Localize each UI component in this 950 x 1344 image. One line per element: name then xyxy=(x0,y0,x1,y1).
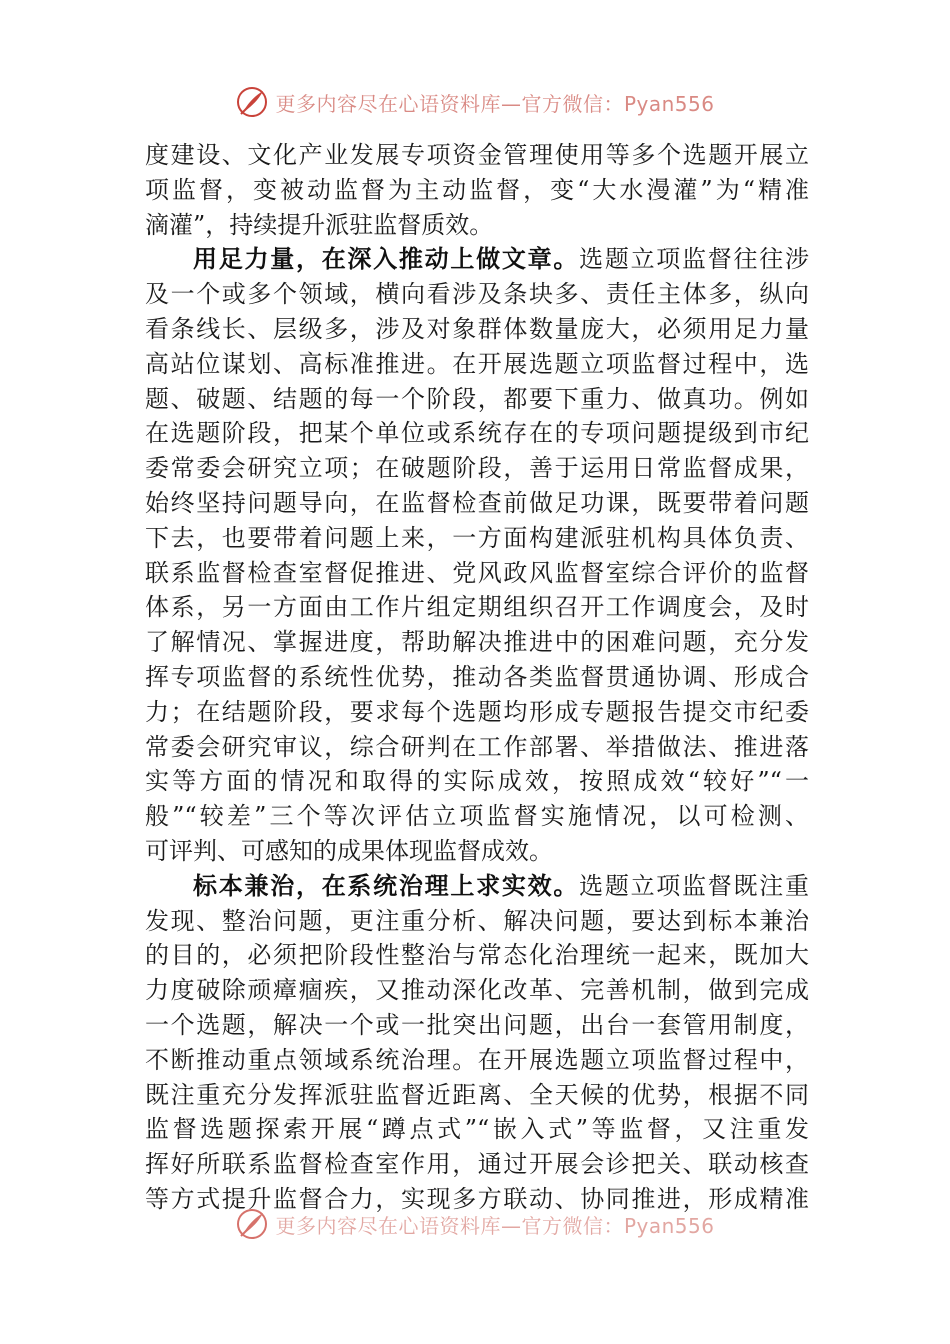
text-line: 般”“较差”三个等次评估立项监督实施情况，以可检测、 xyxy=(145,802,809,831)
text-line: 可评判、可感知的成果体现监督成效。 xyxy=(145,836,553,865)
text-line: 度建设、文化产业发展专项资金管理使用等多个选题开展立 xyxy=(145,141,809,169)
text-line: 在选题阶段，把某个单位或系统存在的专项问题提级到市纪 xyxy=(145,419,809,448)
paragraph-first-line xyxy=(145,242,809,277)
text-line: 了解情况、掌握进度，帮助解决推进中的困难问题，充分发 xyxy=(145,628,809,657)
text-line: 委常委会研究立项；在破题阶段，善于运用日常监督成果， xyxy=(145,454,809,483)
watermark-text: 更多内容尽在心语资料库—官方微信：Pyan556 xyxy=(275,1213,715,1238)
text-line: 力；在结题阶段，要求每个选题均形成专题报告提交市纪委 xyxy=(145,697,809,726)
text-line: 不断推动重点领域系统治理。在开展选题立项监督过程中， xyxy=(145,1045,809,1074)
watermark-text: 更多内容尽在心语资料库—官方微信：Pyan556 xyxy=(275,91,715,116)
text-line: 挥专项监督的系统性优势，推动各类监督贯通协调、形成合 xyxy=(145,662,809,691)
text-line: 力度破除顽瘴痼疾，又推动深化改革、完善机制，做到完成 xyxy=(145,976,809,1005)
section-heading: 标本兼治，在系统治理上求实效。 xyxy=(193,870,580,900)
text-run: 选题立项监督往往涉 xyxy=(579,245,809,274)
text-line: 常委会研究审议，综合研判在工作部署、举措做法、推进落 xyxy=(145,732,809,761)
document-body xyxy=(145,138,809,1218)
header-watermark xyxy=(0,82,950,122)
text-line: 高站位谋划、高标准推进。在开展选题立项监督过程中，选 xyxy=(145,349,809,378)
text-line: 体系，另一方面由工作片组定期组织召开工作调度会，及时 xyxy=(145,593,809,622)
text-line: 的目的，必须把阶段性整治与常态化治理统一起来，既加大 xyxy=(145,941,809,970)
text-line: 实等方面的情况和取得的实际成效，按照成效“较好”“一 xyxy=(145,767,809,796)
footer-watermark xyxy=(0,1204,950,1244)
text-line: 联系监督检查室督促推进、党风政风监督室综合评价的监督 xyxy=(145,558,809,587)
quill-pen-logo-icon xyxy=(235,1207,269,1241)
text-line: 滴灌”，持续提升派驻监督质效。 xyxy=(145,210,494,239)
text-run: 选题立项监督既注重 xyxy=(579,871,809,900)
text-line: 监督选题探索开展“蹲点式”“嵌入式”等监督，又注重发 xyxy=(145,1115,809,1144)
text-line: 始终坚持问题导向，在监督检查前做足功课，既要带着问题 xyxy=(145,488,809,517)
section-heading: 用足力量，在深入推动上做文章。 xyxy=(193,244,580,274)
text-line: 题、破题、结题的每一个阶段，都要下重力、做真功。例如 xyxy=(145,384,809,413)
text-line: 下去，也要带着问题上来，一方面构建派驻机构具体负责、 xyxy=(145,523,809,552)
text-line: 及一个或多个领域，横向看涉及条块多、责任主体多，纵向 xyxy=(145,280,809,309)
text-line: 挥好所联系监督检查室作用，通过开展会诊把关、联动核查 xyxy=(145,1150,809,1179)
paragraph-first-line xyxy=(145,869,809,904)
text-line: 项监督，变被动监督为主动监督，变“大水漫灌”为“精准 xyxy=(145,175,809,204)
text-line: 一个选题，解决一个或一批突出问题，出台一套管用制度， xyxy=(145,1010,809,1039)
text-line: 既注重充分发挥派驻监督近距离、全天候的优势，根据不同 xyxy=(145,1080,809,1109)
text-line: 等方式提升监督合力，实现多方联动、协同推进，形成精准 xyxy=(145,1184,809,1213)
quill-pen-logo-icon xyxy=(235,85,269,119)
text-line: 看条线长、层级多，涉及对象群体数量庞大，必须用足力量 xyxy=(145,314,809,343)
text-line: 发现、整治问题，更注重分析、解决问题，要达到标本兼治 xyxy=(145,906,809,935)
